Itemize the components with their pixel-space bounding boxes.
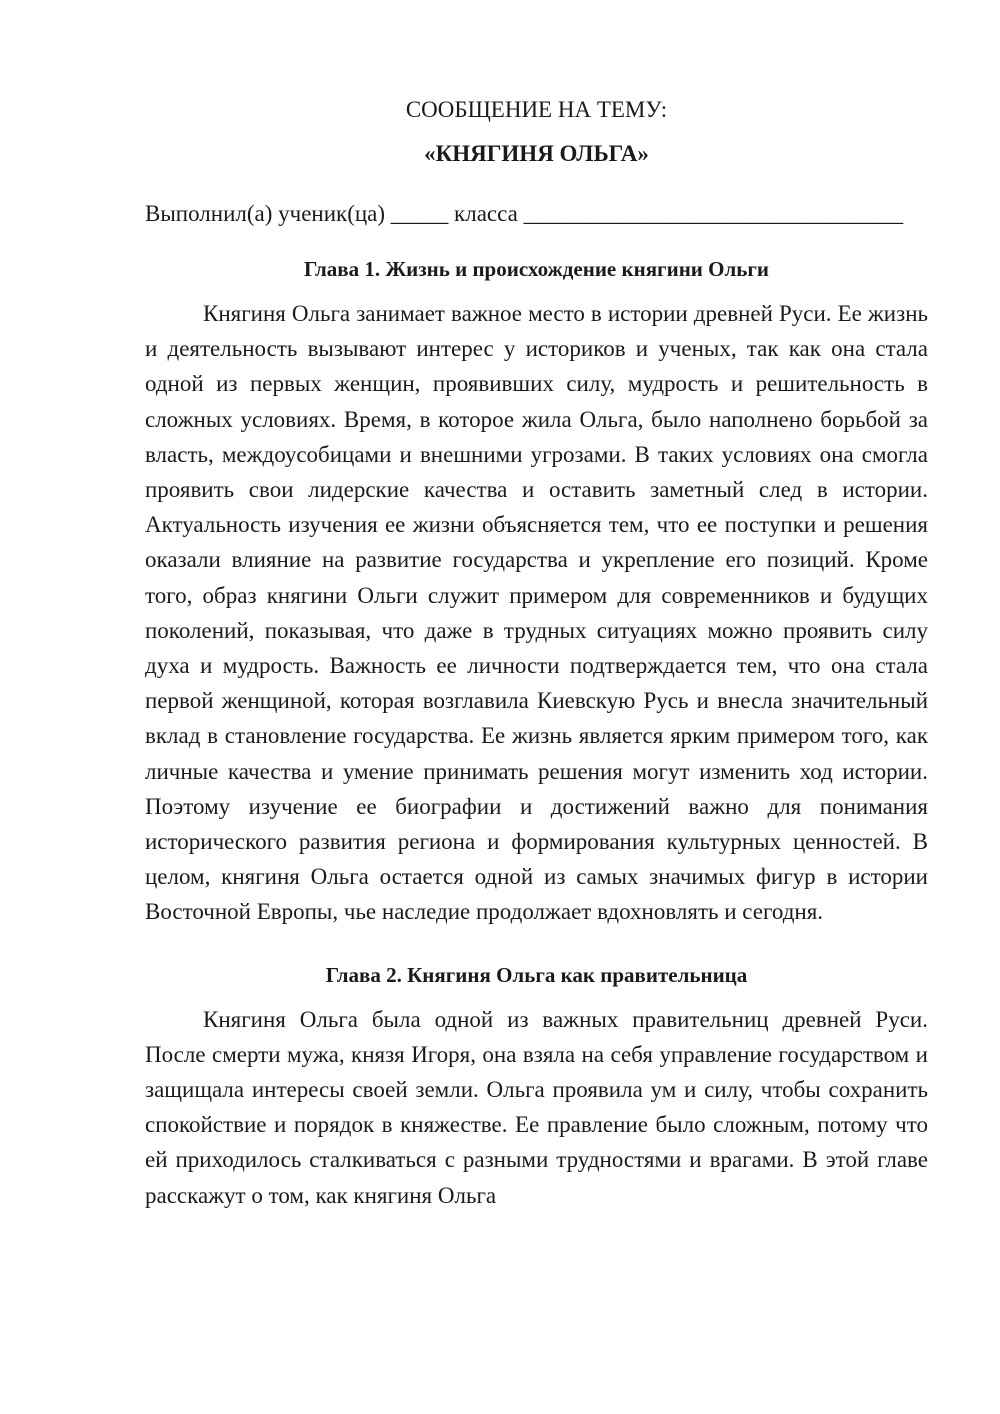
author-line: Выполнил(а) ученик(ца) _____ класса _________________________________ — [145, 201, 904, 226]
chapter2-heading: Глава 2. Княгиня Ольга как правительница — [325, 962, 748, 987]
document-title-line2: «КНЯГИНЯ ОЛЬГА» — [424, 141, 649, 166]
document-page — [145, 92, 928, 1213]
chapter1-heading: Глава 1. Жизнь и происхождение княгини Ольги — [303, 257, 769, 281]
document-title-line1: СООБЩЕНИЕ НА ТЕМУ: — [405, 97, 668, 122]
chapter2-paragraph: Княгиня Ольга была одной из важных правительниц древней Руси. После смерти мужа, князя Игоря, она взяла на себя управление государством и защищала интересы своей земли. Ольга проявила ум и силу, чтобы сохранить спокойствие и порядок в княжестве. Ее правление было сложным, потому что ей приходилось сталкиваться с разными трудностями и врагами. В этой главе расскажут о том, как княгиня Ольга — [145, 1006, 928, 1208]
chapter1-paragraph: Княгиня Ольга занимает важное место в истории древней Руси. Ее жизнь и деятельность вызывают интерес у историков и ученых, так как она стала одной из первых женщин, проявивших силу, мудрость и решительность в сложных условиях. Время, в которое жила Ольга, было наполнено борьбой за власть, междоусобицами и внешними угрозами. В таких условиях она смогла проявить свои лидерские качества и оставить заметный след в истории. Актуальность изучения ее жизни объясняется тем, что ее поступки и решения оказали влияние на развитие государства и укрепление его позиций. Кроме того, образ княгини Ольги служит примером для современников и будущих поколений, показывая, что даже в трудных ситуациях можно проявить силу духа и мудрость. Важность ее личности подтверждается тем, что она стала первой женщиной, которая возглавила Киевскую Русь и внесла значительный вклад в становление государства. Ее жизнь является ярким примером того, как личные качества и умение принимать решения могут изменить ход истории. Поэтому изучение ее биографии и достижений важно для понимания исторического развития региона и формирования культурных ценностей. В целом, княгиня Ольга остается одной из самых значимых фигур в истории Восточной Европы, чье наследие продолжает вдохновлять и сегодня. — [145, 301, 928, 925]
